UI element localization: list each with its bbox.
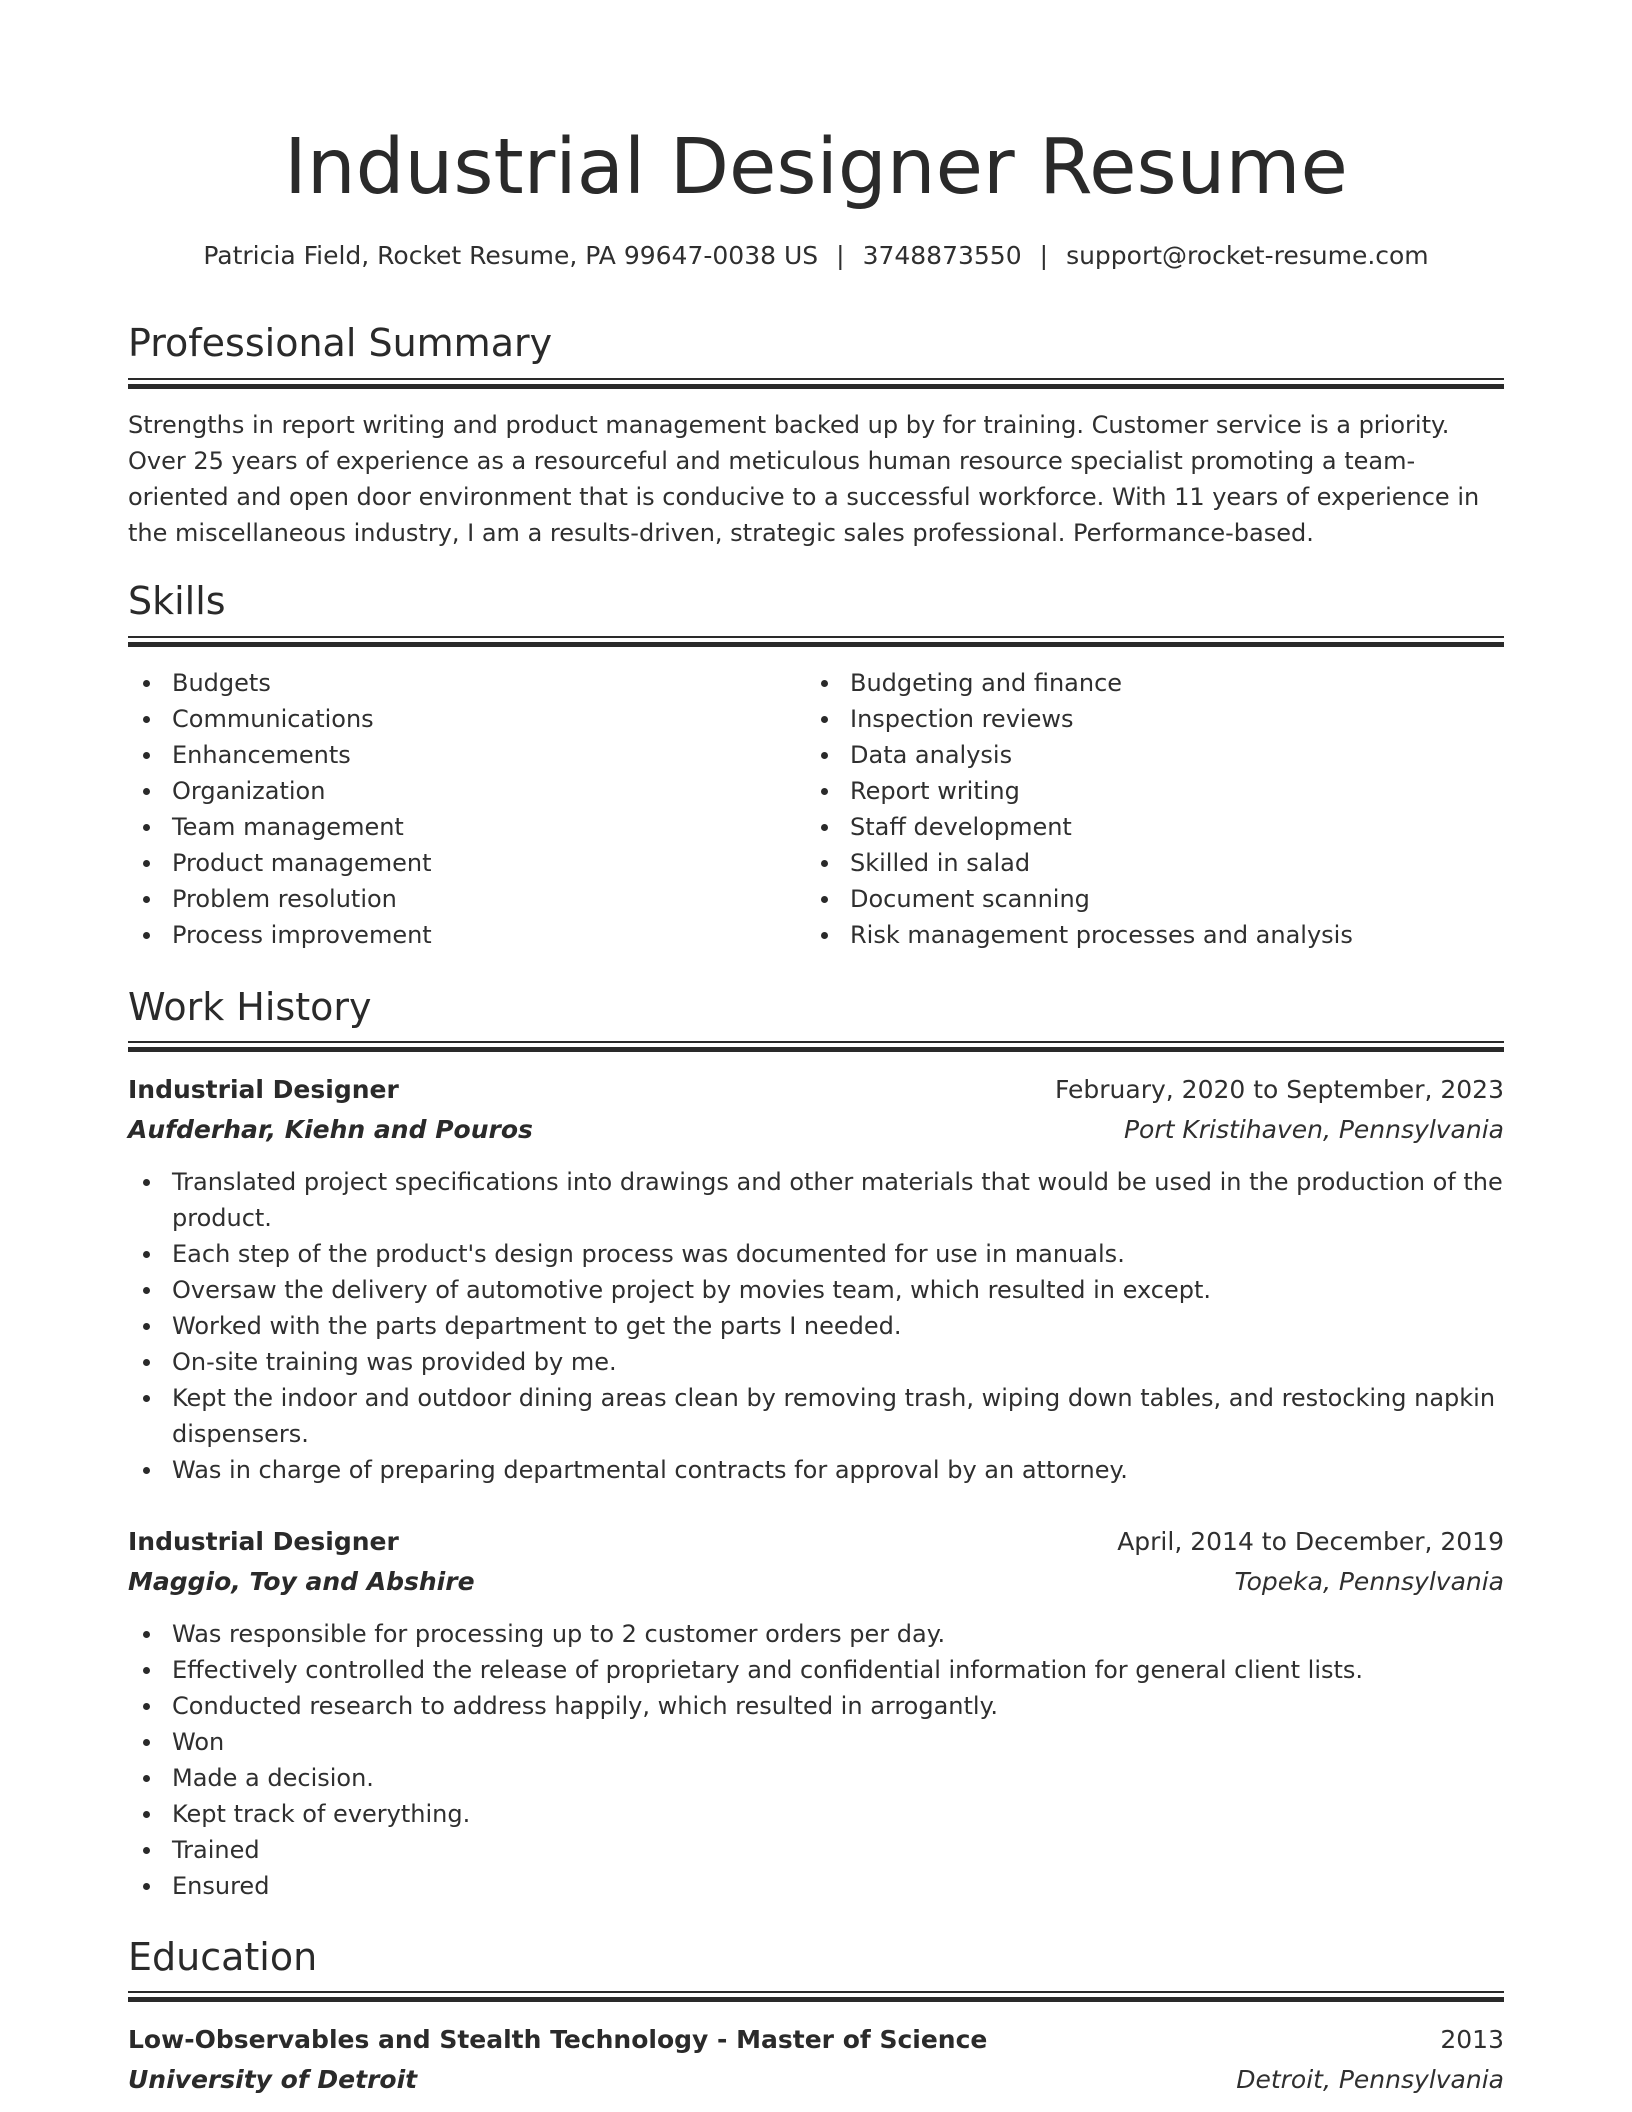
job-dates: April, 2014 to December, 2019 xyxy=(1117,1527,1504,1556)
job-bullet: Made a decision. xyxy=(128,1760,1504,1796)
skill-item: Document scanning xyxy=(806,881,1504,917)
job-bullet: Worked with the parts department to get the parts I needed. xyxy=(128,1308,1504,1344)
job-title: Industrial Designer xyxy=(128,1527,399,1556)
skill-item: Communications xyxy=(128,701,788,737)
job-dates: February, 2020 to September, 2023 xyxy=(1055,1075,1504,1104)
job-bullets xyxy=(128,1164,1504,1488)
contact-email: support@rocket-resume.com xyxy=(1066,241,1429,270)
summary-heading: Professional Summary xyxy=(128,321,553,365)
work-history-heading: Work History xyxy=(128,985,372,1029)
section-divider xyxy=(128,378,1504,389)
job-bullet: Translated project specifications into drawings and other materials that would be used in the production of the product. xyxy=(128,1164,1504,1236)
contact-separator: | xyxy=(836,241,845,270)
job-bullet: Kept track of everything. xyxy=(128,1796,1504,1832)
job-bullet: Conducted research to address happily, which resulted in arrogantly. xyxy=(128,1688,1504,1724)
employer-name: Maggio, Toy and Abshire xyxy=(128,1567,475,1596)
skill-item: Problem resolution xyxy=(128,881,788,917)
skills-list-left xyxy=(128,665,788,953)
document-title: Industrial Designer Resume xyxy=(284,123,1348,212)
skill-item: Product management xyxy=(128,845,788,881)
employer-name: Aufderhar, Kiehn and Pouros xyxy=(128,1115,533,1144)
job-employer-row xyxy=(128,1110,1504,1150)
job-bullet: On-site training was provided by me. xyxy=(128,1344,1504,1380)
skill-item: Process improvement xyxy=(128,917,788,953)
job-header xyxy=(128,1522,1504,1562)
contact-address: Patricia Field, Rocket Resume, PA 99647-0038 US xyxy=(203,241,819,270)
summary-text: Strengths in report writing and product management backed up by for training. Customer service is a priority. Over 25 years of experience as a resourceful and meticulous human resource specialist promoting a team-oriented and open door environment that is conducive to a successful workforce. With 11 years of experience in the miscellaneous industry, I am a results-driven, strategic sales professional. Performance-based. xyxy=(128,411,1480,547)
skills-list-right xyxy=(806,665,1504,953)
job-bullet: Kept the indoor and outdoor dining areas clean by removing trash, wiping down tables, and restocking napkin dispensers. xyxy=(128,1380,1504,1452)
school-location: Detroit, Pennsylvania xyxy=(1236,2065,1504,2094)
skill-item: Budgeting and finance xyxy=(806,665,1504,701)
school-name: University of Detroit xyxy=(128,2065,418,2094)
job-location: Port Kristihaven, Pennsylvania xyxy=(1123,1115,1504,1144)
section-divider xyxy=(128,636,1504,647)
job-bullet: Effectively controlled the release of proprietary and confidential information for general client lists. xyxy=(128,1652,1504,1688)
job-bullet: Oversaw the delivery of automotive project by movies team, which resulted in except. xyxy=(128,1272,1504,1308)
job-header xyxy=(128,1070,1504,1110)
section-divider xyxy=(128,1041,1504,1052)
job-bullet: Was responsible for processing up to 2 customer orders per day. xyxy=(128,1616,1504,1652)
contact-phone: 3748873550 xyxy=(862,241,1022,270)
skill-item: Organization xyxy=(128,773,788,809)
job-bullet: Was in charge of preparing departmental contracts for approval by an attorney. xyxy=(128,1452,1504,1488)
contact-line xyxy=(128,238,1504,274)
education-heading: Education xyxy=(128,1935,318,1979)
education-header xyxy=(128,2020,1504,2060)
job-employer-row xyxy=(128,1562,1504,1602)
skill-item: Team management xyxy=(128,809,788,845)
job-location: Topeka, Pennsylvania xyxy=(1234,1567,1504,1596)
job-title: Industrial Designer xyxy=(128,1075,399,1104)
job-bullet: Won xyxy=(128,1724,1504,1760)
job-bullet: Trained xyxy=(128,1832,1504,1868)
skill-item: Inspection reviews xyxy=(806,701,1504,737)
education-school-row xyxy=(128,2060,1504,2100)
job-bullet: Ensured xyxy=(128,1868,1504,1904)
skill-item: Report writing xyxy=(806,773,1504,809)
contact-separator: | xyxy=(1039,241,1049,270)
skill-item: Budgets xyxy=(128,665,788,701)
skills-heading: Skills xyxy=(128,579,226,623)
section-divider xyxy=(128,1991,1504,2002)
job-bullets xyxy=(128,1616,1504,1904)
skill-item: Skilled in salad xyxy=(806,845,1504,881)
degree-title: Low-Observables and Stealth Technology - Master of Science xyxy=(128,2025,988,2054)
skill-item: Data analysis xyxy=(806,737,1504,773)
skill-item: Enhancements xyxy=(128,737,788,773)
skill-item: Staff development xyxy=(806,809,1504,845)
job-bullet: Each step of the product's design process was documented for use in manuals. xyxy=(128,1236,1504,1272)
graduation-year: 2013 xyxy=(1440,2025,1504,2054)
skill-item: Risk management processes and analysis xyxy=(806,917,1504,953)
